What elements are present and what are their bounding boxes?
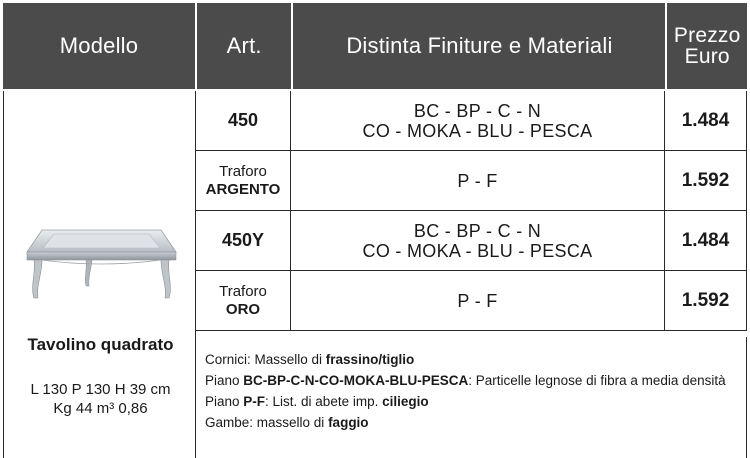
- materials-notes: [196, 337, 747, 458]
- header-price-line2: Euro: [684, 45, 730, 68]
- finish-line: CO - MOKA - BLU - PESCA: [362, 120, 593, 141]
- art-line: ORO: [225, 300, 261, 318]
- table-row: [196, 211, 747, 271]
- model-cell: [3, 91, 196, 458]
- product-name: Tavolino quadrato: [27, 335, 174, 354]
- header-model: Modello: [59, 33, 139, 58]
- note-line: [205, 349, 746, 370]
- table-row: [196, 271, 747, 331]
- finish-line: P - F: [457, 290, 498, 311]
- finish-cell: [291, 271, 665, 330]
- table-row: [196, 151, 747, 211]
- art-line: ARGENTO: [205, 180, 281, 198]
- note-bold: frassino/tiglio: [325, 352, 415, 367]
- price-cell: 1.484: [665, 91, 747, 150]
- header-art: Art.: [195, 3, 291, 89]
- header-price-line1: Prezzo: [673, 24, 741, 47]
- coffee-table-image: [24, 216, 179, 311]
- note-text: : Particelle legnose di fibra a media densità: [468, 373, 726, 388]
- variants-table: [196, 91, 747, 331]
- product-dimensions: L 130 P 130 H 39 cm: [30, 381, 171, 398]
- art-cell: [196, 271, 291, 330]
- finish-cell: [291, 211, 665, 270]
- table-row: [196, 91, 747, 151]
- finish-line: BC - BP - C - N: [413, 100, 542, 121]
- header-price: [665, 3, 747, 89]
- art-line: Traforo: [219, 162, 267, 180]
- note-bold: ciliegio: [382, 394, 429, 409]
- art-line: Traforo: [219, 282, 267, 300]
- art-cell: [196, 151, 291, 210]
- price-cell: 1.484: [665, 211, 747, 270]
- header-distinta: Distinta Finiture e Materiali: [291, 3, 665, 89]
- art-code: 450Y: [221, 230, 265, 250]
- product-weight: Kg 44 m³ 0,86: [53, 400, 148, 417]
- art-cell: [196, 91, 291, 150]
- note-line: [205, 370, 746, 391]
- note-text: Piano: [205, 394, 244, 409]
- note-text: Piano: [205, 373, 244, 388]
- price-cell: 1.592: [665, 151, 747, 210]
- finish-line: CO - MOKA - BLU - PESCA: [362, 240, 593, 261]
- finish-line: BC - BP - C - N: [413, 220, 542, 241]
- note-line: [205, 391, 746, 412]
- note-text: Cornici: Massello di: [205, 352, 326, 367]
- note-text: Gambe: massello di: [205, 415, 329, 430]
- note-line: [205, 412, 746, 433]
- art-cell: [196, 211, 291, 270]
- note-bold: BC-BP-C-N-CO-MOKA-BLU-PESCA: [243, 373, 469, 388]
- finish-cell: [291, 91, 665, 150]
- price-cell: 1.592: [665, 271, 747, 330]
- finish-line: P - F: [457, 170, 498, 191]
- finish-cell: [291, 151, 665, 210]
- note-text: : List. di abete imp.: [265, 394, 383, 409]
- note-bold: faggio: [328, 415, 369, 430]
- table-header: [3, 3, 747, 89]
- art-code: 450: [227, 110, 259, 130]
- note-bold: P-F: [243, 394, 266, 409]
